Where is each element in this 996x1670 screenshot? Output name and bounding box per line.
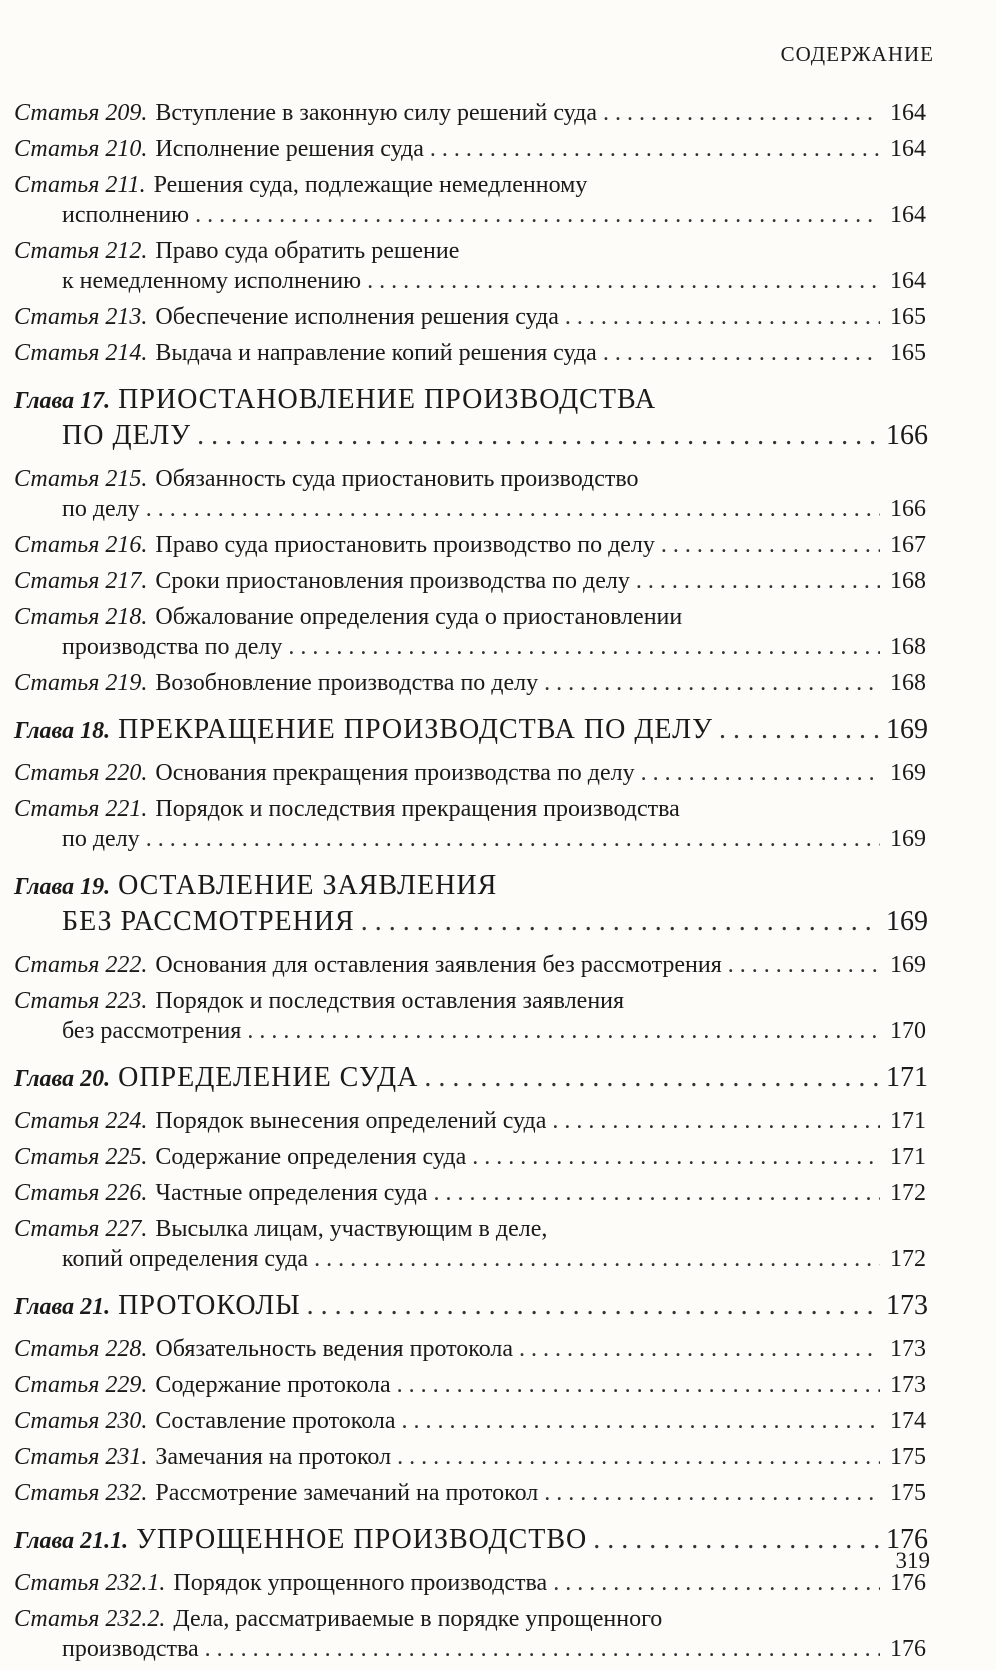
toc-line [14,494,926,524]
toc-line [14,758,926,788]
dot-leader [719,712,880,748]
dot-leader [397,1442,880,1472]
dot-leader [565,302,880,332]
dot-leader [519,1334,880,1364]
toc-page-number: 164 [890,136,926,162]
toc-entry-label: Глава 20. [14,1066,111,1092]
toc-entry-title: по делу [62,826,140,852]
toc-page-number: 164 [890,100,926,126]
toc-line [14,986,926,1016]
toc-article [14,1142,926,1172]
toc-entry-title: Замечания на протокол [155,1444,392,1470]
toc-line [14,98,926,128]
toc-page-number: 169 [890,952,926,978]
toc-line [14,1060,926,1096]
dot-leader [424,1060,880,1096]
dot-leader [197,418,880,454]
running-head: СОДЕРЖАНИЕ [780,42,934,66]
toc-entry-title: производства по делу [62,634,283,660]
dot-leader [641,758,880,788]
toc-entry-title: Возобновление производства по делу [155,670,539,696]
toc-article [14,530,926,560]
toc-entry-label: Глава 21.1. [14,1528,129,1554]
toc-article [14,1334,926,1364]
toc-line [14,868,926,904]
toc-chapter [14,1522,926,1558]
toc-entry-label: Статья 219. [14,670,148,696]
toc-entry-label: Статья 227. [14,1216,148,1242]
toc-entry-title: Обязательность ведения протокола [155,1336,514,1362]
toc-line [14,632,926,662]
toc-line [14,1214,926,1244]
toc-entry-title: производства [62,1636,199,1662]
toc-entry-label: Статья 226. [14,1180,148,1206]
toc-entry-label: Статья 232. [14,1480,148,1506]
toc-article [14,566,926,596]
toc-page-number: 172 [890,1180,926,1206]
toc-page-number: 173 [890,1336,926,1362]
toc-entry-label: Статья 231. [14,1444,148,1470]
toc-line [14,1522,926,1558]
toc-article [14,1214,926,1274]
toc-entry-title: Обязанность суда приостановить производство [155,466,639,492]
toc-line [14,200,926,230]
toc-page-number: 164 [890,202,926,228]
toc-article [14,1604,926,1664]
toc-entry-label: Статья 216. [14,532,148,558]
toc-article [14,1442,926,1472]
toc-page-number: 165 [890,304,926,330]
toc-line [14,566,926,596]
toc-entry-label: Статья 217. [14,568,148,594]
toc-page-number: 168 [890,568,926,594]
toc-line [14,950,926,980]
toc-line [14,1634,926,1664]
toc-page-number: 169 [886,906,928,937]
toc-entry-title: Право суда обратить решение [155,238,460,264]
toc-line [14,170,926,200]
toc-page-number: 175 [890,1480,926,1506]
toc-entry-label: Статья 229. [14,1372,148,1398]
toc-entry-title: Основания прекращения производства по делу [155,760,635,786]
toc-entry-label: Статья 221. [14,796,148,822]
toc-chapter [14,868,926,940]
toc-entry-title: УПРОЩЕННОЕ ПРОИЗВОДСТВО [136,1524,588,1555]
toc-page-number: 168 [890,670,926,696]
dot-leader [661,530,880,560]
toc-entry-title: ОПРЕДЕЛЕНИЕ СУДА [118,1062,419,1093]
dot-leader [472,1142,880,1172]
toc-article [14,986,926,1046]
toc-page-number: 176 [886,1524,928,1555]
dot-leader [603,98,880,128]
toc-line [14,302,926,332]
toc-entry-label: Статья 230. [14,1408,148,1434]
toc-entry-title: Исполнение решения суда [155,136,424,162]
toc-page-number: 173 [886,1290,928,1321]
toc-page-number: 165 [890,340,926,366]
toc-entry-label: Статья 225. [14,1144,148,1170]
toc-page-number: 171 [886,1062,928,1093]
toc-entry-title: Выдача и направление копий решения суда [155,340,597,366]
toc-article [14,1406,926,1436]
toc-line [14,1568,926,1598]
toc-line [14,904,926,940]
toc-line [14,134,926,164]
toc-entry-label: Статья 210. [14,136,148,162]
toc-line [14,1106,926,1136]
toc-entry-label: Статья 228. [14,1336,148,1362]
toc-entry-title: ОСТАВЛЕНИЕ ЗАЯВЛЕНИЯ [118,870,498,901]
toc-page-number: 172 [890,1246,926,1272]
toc-entry-label: Статья 222. [14,952,148,978]
dot-leader [288,632,880,662]
toc-line [14,824,926,854]
toc-line [14,1604,926,1634]
toc-page-number: 175 [890,1444,926,1470]
toc-line [14,1442,926,1472]
toc-entry-label: Статья 232.1. [14,1570,166,1596]
toc-entry-title: Порядок упрощенного производства [173,1570,548,1596]
toc-entry-title: исполнению [62,202,190,228]
toc-line [14,418,926,454]
toc-article [14,1568,926,1598]
toc-article [14,98,926,128]
toc-chapter [14,1060,926,1096]
toc-entry-label: Глава 21. [14,1294,111,1320]
dot-leader [397,1370,880,1400]
toc-article [14,1370,926,1400]
toc-article [14,602,926,662]
toc-page-number: 176 [890,1570,926,1596]
toc-entry-label: Статья 224. [14,1108,148,1134]
dot-leader [402,1406,880,1436]
toc-line [14,602,926,632]
toc-page-number: 170 [890,1018,926,1044]
toc-entry-title: по делу [62,496,140,522]
toc-line [14,668,926,698]
dot-leader [728,950,880,980]
toc-article [14,170,926,230]
toc-entry-title: ПРОТОКОЛЫ [118,1290,301,1321]
toc-entry-title: Порядок и последствия прекращения производства [155,796,680,822]
toc-line [14,266,926,296]
toc-entry-title: Содержание определения суда [155,1144,467,1170]
toc-entry-title: БЕЗ РАССМОТРЕНИЯ [62,906,355,937]
toc-line [14,1288,926,1324]
toc-entry-title: Сроки приостановления производства по делу [155,568,630,594]
toc-entry-label: Статья 232.2. [14,1606,166,1632]
toc-line [14,464,926,494]
toc-entry-title: Вступление в законную силу решений суда [155,100,598,126]
toc-line [14,1244,926,1274]
toc-entry-title: к немедленному исполнению [62,268,362,294]
toc-article [14,134,926,164]
toc-entry-label: Статья 209. [14,100,148,126]
dot-leader [593,1522,880,1558]
toc-line [14,236,926,266]
toc-article [14,758,926,788]
toc-article [14,464,926,524]
toc-entry-title: Частные определения суда [155,1180,428,1206]
toc-entry-title: Решения суда, подлежащие немедленному [153,172,588,198]
toc-entry-title: Рассмотрение замечаний на протокол [155,1480,539,1506]
toc-entry-title: Обеспечение исполнения решения суда [155,304,559,330]
toc-page-number: 168 [890,634,926,660]
dot-leader [434,1178,881,1208]
dot-leader [361,904,880,940]
dot-leader [636,566,880,596]
dot-leader [195,200,880,230]
toc-entry-title: Порядок и последствия оставления заявления [155,988,625,1014]
toc-article [14,302,926,332]
toc-chapter [14,1288,926,1324]
toc-article [14,668,926,698]
toc-entry-label: Глава 17. [14,388,111,414]
toc-page-number: 166 [886,420,928,451]
toc-entry-title: Порядок вынесения определений суда [155,1108,547,1134]
toc-article [14,1478,926,1508]
toc-line [14,712,926,748]
toc-chapter [14,382,926,454]
toc-entry-label: Статья 213. [14,304,148,330]
dot-leader [367,266,880,296]
dot-leader [430,134,880,164]
toc-line [14,338,926,368]
toc-entry-title: без рассмотрения [62,1018,242,1044]
dot-leader [544,668,880,698]
toc-entry-title: ПРИОСТАНОВЛЕНИЕ ПРОИЗВОДСТВА [118,384,657,415]
toc-entry-title: Высылка лицам, участвующим в деле, [155,1216,548,1242]
toc-line [14,1478,926,1508]
toc-article [14,236,926,296]
toc-entry-title: копий определения суда [62,1246,309,1272]
toc-entry-label: Статья 212. [14,238,148,264]
toc-page-number: 169 [890,760,926,786]
dot-leader [307,1288,880,1324]
toc-line [14,1016,926,1046]
toc-entry-title: Содержание протокола [155,1372,391,1398]
dot-leader [205,1634,880,1664]
toc-page-number: 171 [890,1108,926,1134]
toc-page-number: 169 [890,826,926,852]
toc-article [14,1106,926,1136]
toc-page-number: 174 [890,1408,926,1434]
toc-line [14,1370,926,1400]
toc-entry-title: Составление протокола [155,1408,396,1434]
toc-page-number: 166 [890,496,926,522]
toc-line [14,530,926,560]
toc-chapter [14,712,926,748]
toc-entry-label: Статья 215. [14,466,148,492]
toc-page-number: 171 [890,1144,926,1170]
toc-entry-label: Статья 218. [14,604,148,630]
table-of-contents [14,98,926,1670]
toc-entry-title: Право суда приостановить производство по делу [155,532,655,558]
dot-leader [603,338,880,368]
dot-leader [544,1478,880,1508]
page-number: 319 [895,1548,930,1573]
toc-page-number: 164 [890,268,926,294]
dot-leader [552,1106,880,1136]
toc-entry-label: Статья 211. [14,172,146,198]
dot-leader [314,1244,880,1274]
toc-entry-label: Статья 214. [14,340,148,366]
toc-line [14,382,926,418]
dot-leader [146,494,880,524]
dot-leader [553,1568,880,1598]
toc-line [14,794,926,824]
toc-page-number: 173 [890,1372,926,1398]
dot-leader [146,824,880,854]
toc-entry-label: Глава 18. [14,718,111,744]
toc-page-number: 167 [890,532,926,558]
toc-entry-label: Глава 19. [14,874,111,900]
toc-page-number: 176 [890,1636,926,1662]
toc-line [14,1406,926,1436]
toc-entry-title: Дела, рассматриваемые в порядке упрощенного [173,1606,663,1632]
toc-line [14,1334,926,1364]
toc-line [14,1178,926,1208]
toc-page-number: 169 [886,714,928,745]
toc-article [14,338,926,368]
toc-article [14,950,926,980]
dot-leader [247,1016,880,1046]
toc-article [14,1178,926,1208]
toc-article [14,794,926,854]
toc-entry-title: Основания для оставления заявления без рассмотрения [155,952,722,978]
toc-entry-title: ПО ДЕЛУ [62,420,192,451]
toc-entry-label: Статья 223. [14,988,148,1014]
toc-entry-label: Статья 220. [14,760,148,786]
toc-entry-title: Обжалование определения суда о приостановлении [155,604,683,630]
toc-entry-title: ПРЕКРАЩЕНИЕ ПРОИЗВОДСТВА ПО ДЕЛУ [118,714,713,745]
toc-line [14,1142,926,1172]
